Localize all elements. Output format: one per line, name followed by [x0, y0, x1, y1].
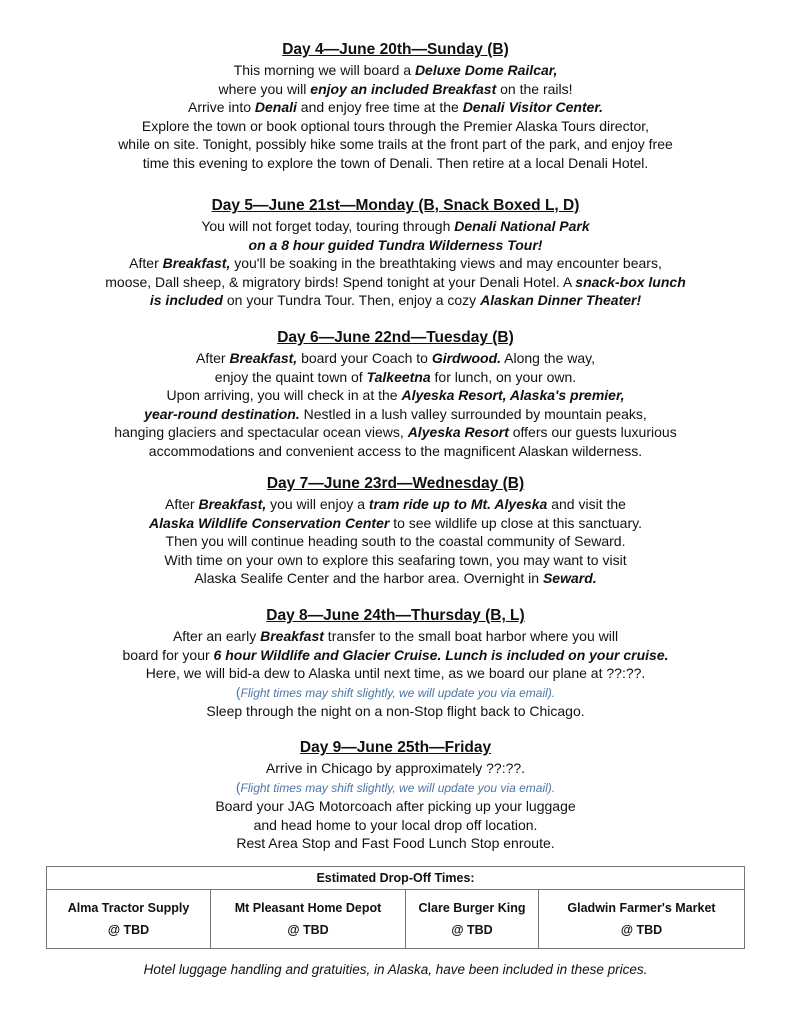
dropoff-cell-gladwin: Gladwin Farmer's Market @ TBD — [539, 890, 745, 949]
dropoff-cell-clare: Clare Burger King @ TBD — [406, 890, 539, 949]
day-9-section — [0, 738, 791, 853]
day-7-text: After Breakfast, you will enjoy a tram ride up to Mt. Alyeska and visit the Alaska Wildlife Conservation Center to see wildlife up close at this sanctuary. Then you will continue heading south to the coastal community of Seward. With time on your own to explore this seafaring town, you may want to visit Alaska Sealife Center and the harbor area. Overnight in Seward. — [149, 496, 642, 587]
day-6-section — [0, 328, 791, 461]
day-9-flight-note: (Flight times may shift slightly, we will update you via email). — [235, 778, 556, 795]
dropoff-header: Estimated Drop-Off Times: — [47, 867, 745, 890]
day-4-title: Day 4—June 20th—Sunday (B) — [282, 41, 509, 58]
day-5-text: You will not forget today, touring through Denali National Park on a 8 hour guided Tundra Wilderness Tour! After Breakfast, you'll be soaking in the breathtaking views and may encounter bears, moose, Dall sheep, & migratory birds! Spend tonight at your Denali Hotel. A snack-box lunch is included on your Tundra Tour. Then, enjoy a cozy Alaskan Dinner Theater! — [105, 218, 686, 309]
day-4-section — [0, 40, 791, 173]
day-5-section — [0, 196, 791, 310]
day-7-section — [0, 474, 791, 588]
day-4-text: This morning we will board a Deluxe Dome Railcar, where you will enjoy an included Breakfast on the rails! Arrive into Denali and enjoy free time at the Denali Visitor Center. Explore the town or book optional tours through the Premier Alaska Tours director, while on site. Tonight, possibly hike some trails at the front part of the park, and enjoy free time this evening to explore the town of Denali. Then retire at a local Denali Hotel. — [118, 62, 673, 171]
dropoff-table — [46, 866, 745, 949]
day-8-text: After an early Breakfast transfer to the small boat harbor where you will board for your 6 hour Wildlife and Glacier Cruise. Lunch is included on your cruise. Here, we will bid-a dew to Alaska until next time, as we board our plane at ??:??. (Flight times may shift slightly, we will update you via email). Sleep through the night on a non-Stop flight back to Chicago. — [0, 627, 791, 721]
day-8-flight-note: (Flight times may shift slightly, we will update you via email). — [235, 683, 556, 700]
footer-note: Hotel luggage handling and gratuities, in Alaska, have been included in these prices. — [143, 962, 648, 977]
day-8-section — [0, 606, 791, 721]
dropoff-cell-mt-pleasant: Mt Pleasant Home Depot @ TBD — [211, 890, 406, 949]
day-8-title: Day 8—June 24th—Thursday (B, L) — [266, 607, 525, 624]
dropoff-cell-alma: Alma Tractor Supply @ TBD — [47, 890, 211, 949]
day-9-title: Day 9—June 25th—Friday — [299, 739, 492, 756]
day-5-title: Day 5—June 21st—Monday (B, Snack Boxed L, D) — [211, 197, 580, 214]
day-7-title: Day 7—June 23rd—Wednesday (B) — [266, 475, 525, 492]
day-6-text: After Breakfast, board your Coach to Girdwood. Along the way, enjoy the quaint town of Talkeetna for lunch, on your own. Upon arriving, you will check in at the Alyeska Resort, Alaska's premier, year-round destination. Nestled in a lush valley surrounded by mountain peaks, hanging glaciers and spectacular ocean views, Alyeska Resort offers our guests luxurious accommodations and convenient access to the magnificent Alaskan wilderness. — [114, 350, 677, 459]
day-6-title: Day 6—June 22nd—Tuesday (B) — [277, 329, 514, 346]
day-9-text: Arrive in Chicago by approximately ??:??. (Flight times may shift slightly, we will update you via email). Board your JAG Motorcoach after picking up your luggage and head home to your local drop off location. Rest Area Stop and Fast Food Lunch Stop enroute. — [0, 759, 791, 853]
